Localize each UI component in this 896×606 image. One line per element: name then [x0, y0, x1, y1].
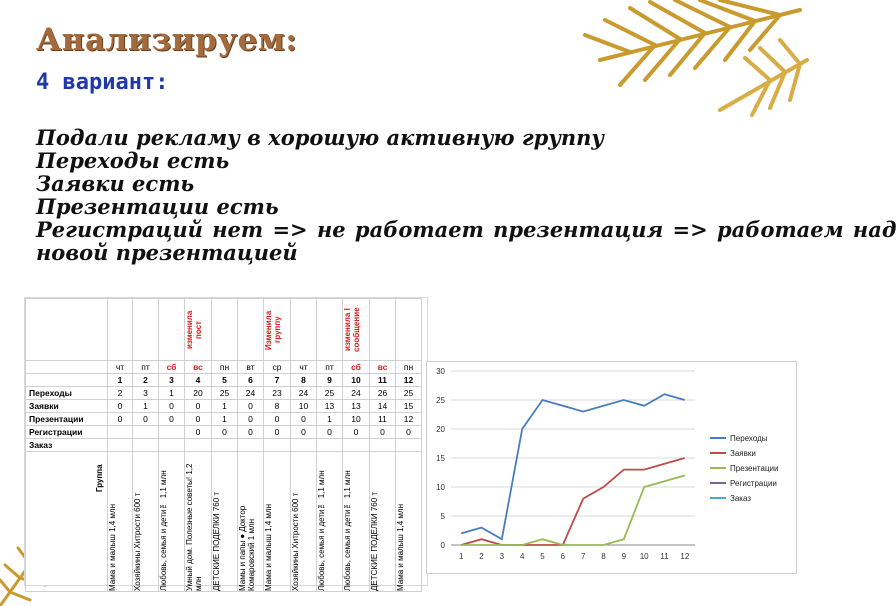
value-cell: [108, 426, 133, 439]
value-cell: [108, 439, 133, 452]
table-row: [26, 439, 422, 452]
day-cell: 2: [133, 374, 159, 387]
value-cell: 25: [212, 387, 238, 400]
group-name-cell: Мамы и папы●Доктор Комаровский 1 млн: [238, 505, 256, 591]
group-name-cell: Мама и малыш 1,4 млн: [396, 503, 405, 591]
slide-title: Анализируем:: [36, 22, 298, 58]
value-cell: 0: [317, 426, 343, 439]
row-label: Заказ: [26, 439, 108, 452]
weekday-cell: вт: [238, 361, 264, 374]
value-cell: 0: [133, 413, 159, 426]
note-changed-post: изменила пост: [185, 310, 203, 349]
legend-entry: Переходы: [730, 434, 768, 443]
weekday-cell: пн: [212, 361, 238, 374]
x-tick-label: 6: [560, 552, 566, 561]
value-cell: 25: [317, 387, 343, 400]
day-cell: 11: [370, 374, 396, 387]
value-cell: 24: [343, 387, 370, 400]
spreadsheet-table: [24, 297, 428, 591]
value-cell: 10: [291, 400, 317, 413]
day-cell: 8: [291, 374, 317, 387]
y-tick-label: 5: [440, 512, 445, 521]
text-line: Регистраций нет => не работает презентация => работаем над: [36, 217, 896, 242]
value-cell: 0: [291, 426, 317, 439]
table-row: [26, 413, 422, 426]
text-line: Переходы есть: [36, 148, 230, 173]
value-cell: 23: [264, 387, 291, 400]
line-chart: [426, 361, 797, 574]
value-cell: 0: [370, 426, 396, 439]
value-cell: 10: [343, 413, 370, 426]
value-cell: 13: [317, 400, 343, 413]
value-cell: 15: [396, 400, 422, 413]
value-cell: 3: [133, 387, 159, 400]
legend-entry: Регистрации: [730, 479, 777, 488]
x-tick-label: 9: [621, 552, 627, 561]
day-cell: 1: [108, 374, 133, 387]
table-row: [26, 387, 422, 400]
slide-subtitle: 4 вариант:: [36, 70, 169, 95]
day-cell: 10: [343, 374, 370, 387]
text-line: Презентации есть: [36, 194, 279, 219]
weekday-cell: чт: [291, 361, 317, 374]
data-rows: [26, 387, 422, 452]
value-cell: 0: [185, 426, 212, 439]
legend-entry: Заказ: [730, 494, 751, 503]
day-cell: 3: [159, 374, 185, 387]
day-cell: 5: [212, 374, 238, 387]
weekday-cell: пт: [133, 361, 159, 374]
weekday-cell: пн: [396, 361, 422, 374]
x-tick-label: 5: [540, 552, 545, 561]
value-cell: 0: [264, 413, 291, 426]
value-cell: [291, 439, 317, 452]
table-row: [26, 400, 422, 413]
group-name-cell: Умный дом. Полезные советы! 1,2 млн: [185, 463, 203, 591]
legend-entry: Презентации: [730, 464, 779, 473]
value-cell: 0: [238, 400, 264, 413]
group-name-cell: Хозяйкины Хитрости 600 т: [291, 492, 300, 591]
day-cell: 4: [185, 374, 212, 387]
value-cell: [185, 439, 212, 452]
value-cell: 0: [291, 413, 317, 426]
day-cell: 7: [264, 374, 291, 387]
value-cell: [370, 439, 396, 452]
group-name-cell: Мама и малыш 1,4 млн: [264, 503, 273, 591]
value-cell: 0: [108, 413, 133, 426]
value-cell: 24: [238, 387, 264, 400]
x-tick-label: 4: [519, 552, 525, 561]
day-cell: 9: [317, 374, 343, 387]
value-cell: 0: [343, 426, 370, 439]
value-cell: 0: [159, 400, 185, 413]
y-tick-label: 25: [436, 396, 445, 405]
x-tick-label: 10: [639, 552, 649, 561]
weekday-cell: пт: [317, 361, 343, 374]
y-tick-label: 15: [436, 454, 445, 463]
note-changed-message: изменила I сообщение: [343, 307, 361, 352]
y-tick-label: 30: [436, 367, 445, 376]
weekday-cell: вс: [370, 361, 396, 374]
x-tick-label: 12: [680, 552, 690, 561]
value-cell: 8: [264, 400, 291, 413]
value-cell: 14: [370, 400, 396, 413]
x-tick-label: 11: [660, 552, 669, 561]
value-cell: [212, 439, 238, 452]
text-line: новой презентацией: [36, 240, 298, 265]
group-name-cell: Любовь, семья и дети™ 1,1 млн: [343, 470, 352, 591]
value-cell: 11: [370, 413, 396, 426]
weekday-cell: вс: [185, 361, 212, 374]
value-cell: 0: [185, 400, 212, 413]
text-line: Подали рекламу в хорошую активную группу: [36, 125, 604, 150]
value-cell: 1: [212, 400, 238, 413]
value-cell: [133, 439, 159, 452]
group-name-cell: Хозяйкины Хитрости 600 т: [133, 492, 142, 591]
weekday-cell: сб: [343, 361, 370, 374]
value-cell: [343, 439, 370, 452]
weekday-cell: ср: [264, 361, 291, 374]
value-cell: 0: [238, 413, 264, 426]
y-tick-label: 10: [436, 483, 445, 492]
x-tick-label: 1: [458, 552, 464, 561]
legend-entry: Заявки: [730, 449, 756, 458]
day-cell: 12: [396, 374, 422, 387]
group-name-cell: Любовь, семья и дети™ 1,1 млн: [317, 470, 326, 591]
x-tick-label: 3: [499, 552, 505, 561]
value-cell: 12: [396, 413, 422, 426]
value-cell: [159, 439, 185, 452]
y-tick-label: 20: [436, 425, 445, 434]
value-cell: 25: [396, 387, 422, 400]
x-tick-label: 8: [601, 552, 606, 561]
value-cell: 20: [185, 387, 212, 400]
value-cell: 26: [370, 387, 396, 400]
group-name-cell: Мама и малыш 1,4 млн: [108, 503, 117, 591]
value-cell: 24: [291, 387, 317, 400]
line-chart-svg: [427, 362, 796, 573]
value-cell: 13: [343, 400, 370, 413]
value-cell: 1: [133, 400, 159, 413]
value-cell: 1: [159, 387, 185, 400]
row-label: Переходы: [26, 387, 108, 400]
palm-leaf-decoration-top: [300, 0, 807, 130]
value-cell: [133, 426, 159, 439]
row-label: Заявки: [26, 400, 108, 413]
group-name-cell: Любовь, семья и дети™ 1,1 млн: [159, 470, 168, 591]
group-name-cell: ДЕТСКИЕ ПОДЕЛКИ 760 т: [212, 491, 221, 591]
value-cell: 2: [108, 387, 133, 400]
weekday-cell: чт: [108, 361, 133, 374]
row-label: Презентации: [26, 413, 108, 426]
y-tick-label: 0: [440, 541, 445, 550]
value-cell: [264, 439, 291, 452]
value-cell: 0: [185, 413, 212, 426]
value-cell: [317, 439, 343, 452]
row-label: Регистрации: [26, 426, 108, 439]
day-cell: 6: [238, 374, 264, 387]
value-cell: 0: [396, 426, 422, 439]
value-cell: [396, 439, 422, 452]
value-cell: 0: [238, 426, 264, 439]
x-tick-label: 7: [580, 552, 586, 561]
value-cell: 0: [212, 426, 238, 439]
value-cell: 0: [159, 413, 185, 426]
table-row: [26, 426, 422, 439]
x-tick-label: 2: [479, 552, 484, 561]
value-cell: [238, 439, 264, 452]
value-cell: 0: [264, 426, 291, 439]
group-name-cell: ДЕТСКИЕ ПОДЕЛКИ 760 т: [370, 491, 379, 591]
note-changed-group: Изменила группу: [264, 309, 282, 350]
group-label: Группа: [95, 464, 104, 492]
stats-grid: [25, 298, 422, 592]
weekday-cell: сб: [159, 361, 185, 374]
value-cell: 0: [108, 400, 133, 413]
value-cell: 1: [212, 413, 238, 426]
text-line: Заявки есть: [36, 171, 195, 196]
value-cell: [159, 426, 185, 439]
series-line: [461, 458, 685, 545]
value-cell: 1: [317, 413, 343, 426]
